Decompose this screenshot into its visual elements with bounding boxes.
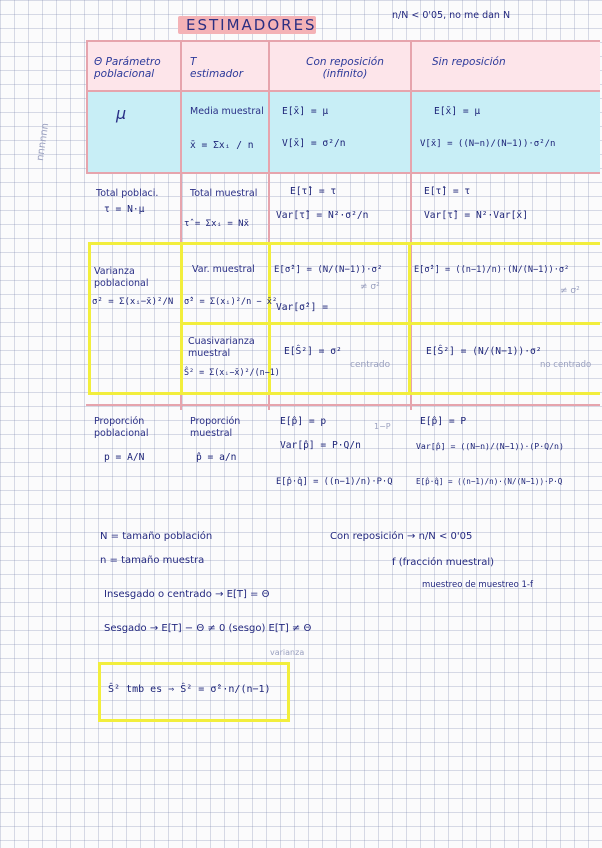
varianza-param-formula: σ² = Σ(xᵢ−x̄)²/N (92, 297, 174, 307)
total-sin-var: Var[τ̂] = N²·Var[x̄] (424, 210, 528, 221)
total-estimator-formula: τ̂ = Σxᵢ = Nx̄ (184, 219, 250, 229)
note-right-margin: muestreo de muestreo 1-f (422, 580, 533, 590)
total-sin-expect: E[τ̂] = τ (424, 186, 471, 197)
media-sin-expect: E[x̄] = μ (434, 106, 481, 117)
cuasi-con-note: centrado (350, 360, 391, 370)
cuasi-sin-expect: E[Ŝ²] = (N/(N−1))·σ² (426, 346, 542, 357)
table-line (86, 404, 600, 406)
note-sesgado: Sesgado → E[T] − Θ ≠ 0 (sesgo) E[T] ≠ Θ (104, 623, 312, 634)
note-fraccion: f (fracción muestral) (392, 557, 495, 568)
highlight-line (88, 392, 600, 395)
total-param: Total poblaci. (96, 188, 159, 199)
media-estimator-formula: x̄ = Σxᵢ / n (190, 140, 254, 151)
table-line (86, 40, 88, 172)
proporcion-con-expect: E[p̂] = p (280, 416, 327, 427)
cuasi-con-expect: E[Ŝ²] = σ² (284, 346, 342, 357)
proporcion-param-formula: p = A/N (104, 452, 145, 463)
header-con-reposicion: Con reposición (infinito) (306, 56, 384, 80)
note-n-definition: n = tamaño muestra (100, 555, 205, 566)
proporcion-sin-expect: E[p̂] = P (420, 416, 467, 427)
table-line (86, 90, 600, 92)
varianza-estimator-formula: σ̂² = Σ(xᵢ)²/n − x̄² (184, 297, 278, 307)
title-note: n/N < 0'05, no me dan N (392, 10, 511, 21)
highlight-line (180, 322, 600, 325)
proporcion-sin-pq: E[p̂·q̂] = ((n−1)/n)·(N/(N−1))·P·Q (416, 477, 563, 486)
varianza-label: varianza (270, 648, 305, 657)
varianza-param: Varianza poblacional (94, 266, 149, 289)
highlight-line (88, 242, 600, 245)
margin-scribble: nnnnnn (35, 122, 52, 162)
media-row-bg (86, 92, 600, 172)
total-con-var: Var[τ̂] = N²·σ²/n (276, 210, 369, 221)
media-con-var: V[x̄] = σ²/n (282, 138, 346, 149)
varianza-sin-expect: E[σ̂²] = ((n−1)/n)·(N/(N−1))·σ² (414, 265, 570, 275)
media-estimator: Media muestral (190, 106, 264, 117)
varianza-con-expect: E[σ̂²] = (N/(N−1))·σ² (274, 265, 383, 275)
proporcion-param: Proporción poblacional (94, 416, 149, 439)
note-insesgado: Insesgado o centrado → E[T] = Θ (104, 589, 270, 600)
table-line (86, 172, 600, 174)
total-con-expect: E[τ̂] = τ (290, 186, 337, 197)
proporcion-sin-var: Var[p̂] = ((N−n)/(N−1))·(P·Q/n) (416, 441, 564, 451)
proporcion-con-pq: E[p̂·q̂] = ((n−1)/n)·P·Q (276, 477, 393, 487)
media-con-expect: E[x̄] = μ (282, 106, 329, 117)
note-con-reposicion: Con reposición → n/N < 0'05 (330, 531, 473, 542)
varianza-estimator: Var. muestral (192, 264, 255, 275)
cuasi-estimator-formula: Ŝ² = Σ(xᵢ−x̄)²/(n−1) (184, 367, 280, 377)
cuasi-estimator: Cuasivarianza muestral (188, 336, 255, 359)
proporcion-con-var: Var[p̂] = P·Q/n (280, 440, 361, 451)
varianza-sin-note: ≠ σ² (560, 286, 580, 296)
varianza-con-var: Var[σ̂²] = (276, 302, 328, 313)
media-sin-var: V[x̄] = ((N−n)/(N−1))·σ²/n (420, 139, 556, 149)
highlight-line (408, 242, 411, 395)
table-line (86, 40, 600, 42)
highlight-line (180, 242, 183, 395)
header-estimator: T estimador (190, 56, 244, 80)
header-sin-reposicion: Sin reposición (432, 56, 506, 68)
note-N-definition: N = tamaño población (100, 531, 213, 542)
proporcion-estimator-formula: p̂ = a/n (196, 452, 237, 463)
box-formula: Ŝ² tmb es ⇒ Ŝ² = σ̂²·n/(n−1) (108, 684, 271, 695)
cuasi-sin-note: no centrado (540, 360, 592, 370)
varianza-con-note: ≠ σ² (360, 282, 380, 292)
total-estimator: Total muestral (190, 188, 258, 199)
header-param: Θ Parámetro poblacional (94, 56, 161, 80)
highlight-line (88, 242, 91, 395)
proporcion-estimator: Proporción muestral (190, 416, 241, 439)
page-title: ESTIMADORES (186, 16, 317, 34)
media-param: μ (116, 104, 127, 123)
proporcion-con-q: 1−P (374, 422, 391, 431)
total-param-formula: τ = N·μ (104, 204, 145, 215)
